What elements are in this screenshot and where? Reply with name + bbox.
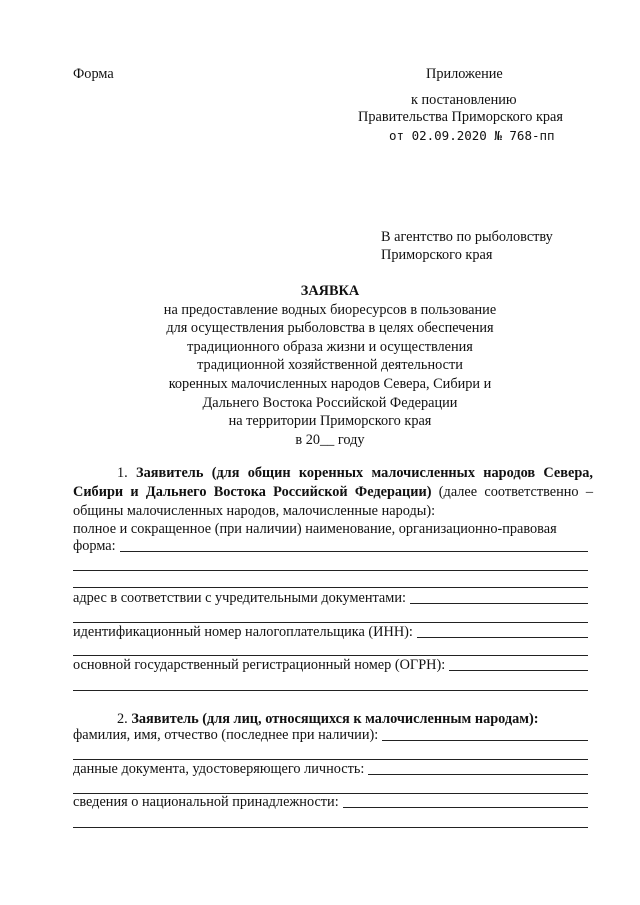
blank-line[interactable] [73, 690, 588, 691]
inn-field-row[interactable] [73, 624, 588, 641]
title-line: традиционной хозяйственной деятельности [197, 357, 463, 374]
title-line: в 20__ году [295, 431, 365, 448]
title-heading: ЗАЯВКА [300, 283, 360, 299]
blank-line[interactable] [73, 759, 588, 760]
resolution-date-number: от 02.09.2020 № 768-пп [389, 128, 555, 143]
form-label: Форма [73, 66, 114, 82]
section1-intro [73, 464, 593, 521]
blank-line[interactable] [73, 827, 588, 828]
blank-line[interactable] [73, 587, 588, 588]
title-line: традиционного образа жизни и осуществления [187, 338, 473, 355]
document-field-label: данные документа, удостоверяющего личность: [73, 761, 365, 777]
section2-bold-lead: Заявитель (для лиц, относящихся к малочисленным народам): [131, 711, 539, 727]
appendix-label: Приложение [426, 66, 503, 82]
section1-lead-rest: (далее соответственно – общины малочисленных народов, малочисленные народы): [73, 484, 593, 519]
fio-field-line[interactable] [382, 740, 588, 741]
title-line: для осуществления рыболовства в целях обеспечения [166, 320, 494, 337]
address-field-line[interactable] [410, 603, 588, 604]
fio-field-row[interactable] [73, 727, 588, 744]
document-field-line[interactable] [368, 774, 588, 775]
blank-line[interactable] [73, 622, 588, 623]
ogrn-field-row[interactable] [73, 657, 588, 674]
resolution-label: к постановлению [411, 92, 517, 108]
nationality-field-label: сведения о национальной принадлежности: [73, 794, 339, 810]
title-line: на территории Приморского края [228, 413, 432, 430]
nationality-field-line[interactable] [343, 807, 588, 808]
inn-field-label: идентификационный номер налогоплательщика (ИНН): [73, 624, 413, 640]
section1-bold-lead: Заявитель (для общин коренных малочисленных народов Севера, Сибири и Дальнего Востока Российской Федерации) [73, 465, 593, 500]
inn-field-line[interactable] [417, 637, 588, 638]
addressee-line-1: В агентство по рыболовству [381, 229, 553, 245]
form-field-line[interactable] [120, 551, 588, 552]
document-field-row[interactable] [73, 761, 588, 778]
document-title [60, 282, 600, 449]
title-line: на предоставление водных биоресурсов в пользование [163, 301, 497, 318]
form-field-label: форма: [73, 538, 116, 554]
section1-number: 1. [117, 465, 128, 481]
ogrn-field-label: основной государственный регистрационный номер (ОГРН): [73, 657, 446, 673]
address-field-label: адрес в соответствии с учредительными документами: [73, 590, 406, 606]
nationality-field-row[interactable] [73, 794, 588, 811]
addressee-line-2: Приморского края [381, 247, 493, 263]
government-label: Правительства Приморского края [358, 109, 563, 125]
section2-intro [117, 711, 539, 728]
blank-line[interactable] [73, 570, 588, 571]
blank-line[interactable] [73, 655, 588, 656]
title-line: Дальнего Востока Российской Федерации [202, 394, 458, 411]
fio-field-label: фамилия, имя, отчество (последнее при наличии): [73, 727, 379, 743]
name-label: полное и сокращенное (при наличии) наименование, организационно-правовая [73, 521, 557, 537]
address-field-row[interactable] [73, 590, 588, 607]
title-line: коренных малочисленных народов Севера, Сибири и [168, 375, 492, 392]
form-field-row[interactable] [73, 538, 588, 555]
section2-number: 2. [117, 711, 128, 727]
ogrn-field-line[interactable] [449, 670, 588, 671]
